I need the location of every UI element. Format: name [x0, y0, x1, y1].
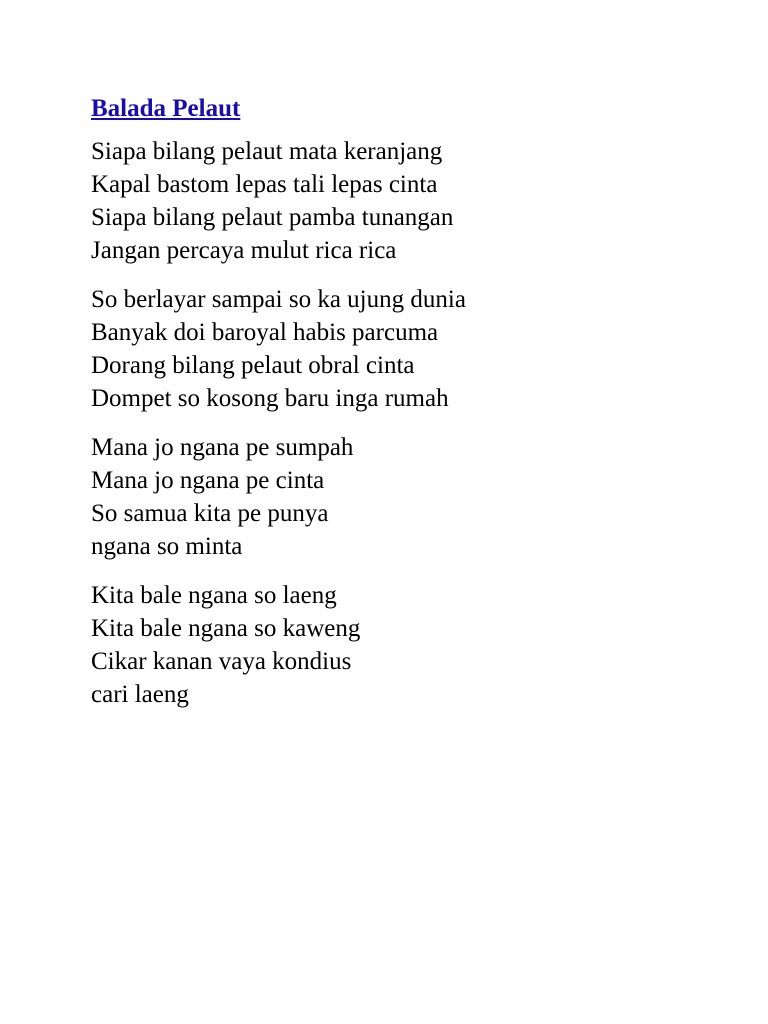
stanza-line: Jangan percaya mulut rica rica — [91, 237, 397, 264]
stanza-1 — [91, 135, 731, 267]
stanza-line: Dorang bilang pelaut obral cinta — [91, 352, 415, 379]
stanza-2 — [91, 283, 731, 415]
stanza-line: So samua kita pe punya — [91, 500, 329, 527]
stanza-line: Banyak doi baroyal habis parcuma — [91, 319, 439, 346]
stanza-line: cari laeng — [91, 681, 189, 708]
stanza-line: ngana so minta — [91, 533, 243, 560]
stanza-line: Siapa bilang pelaut mata keranjang — [91, 138, 443, 165]
stanza-4 — [91, 579, 731, 711]
stanza-line: Kita bale ngana so kaweng — [91, 615, 361, 642]
document-page — [91, 93, 731, 727]
stanza-line: Mana jo ngana pe sumpah — [91, 434, 354, 461]
stanza-line: So berlayar sampai so ka ujung dunia — [91, 286, 466, 313]
stanza-line: Kapal bastom lepas tali lepas cinta — [91, 171, 438, 198]
stanza-line: Siapa bilang pelaut pamba tunangan — [91, 204, 454, 231]
stanza-line: Mana jo ngana pe cinta — [91, 467, 325, 494]
stanza-3 — [91, 431, 731, 563]
stanza-line: Kita bale ngana so laeng — [91, 582, 337, 609]
stanza-line: Dompet so kosong baru inga rumah — [91, 385, 449, 412]
song-title-link[interactable]: Balada Pelaut — [91, 95, 241, 122]
stanza-line: Cikar kanan vaya kondius — [91, 648, 352, 675]
